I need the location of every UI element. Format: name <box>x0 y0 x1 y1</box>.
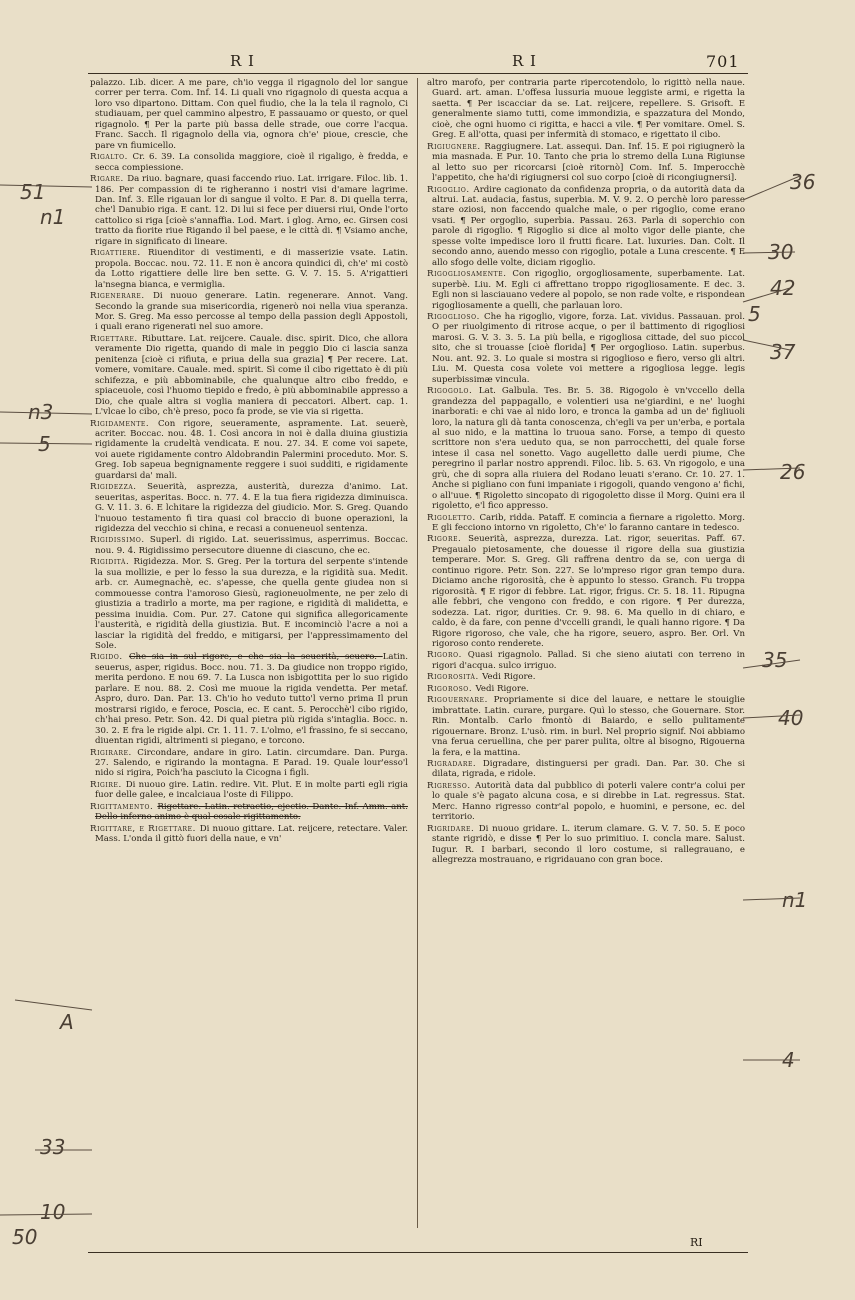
entry-headword: Rigittamento. <box>90 801 158 812</box>
column-divider <box>417 78 418 1228</box>
page-number: 701 <box>706 52 740 71</box>
margin-note: 37 <box>770 340 796 364</box>
dictionary-entry <box>427 142 745 184</box>
entry-headword: Rigirare. <box>90 747 138 758</box>
margin-note: 36 <box>790 170 816 194</box>
entry-headword: Rigenerare. <box>90 291 154 302</box>
margin-note: 30 <box>768 240 794 264</box>
entry-text: Riuenditor di vestimenti, e di masserizie vsate. Latin. propola. Boccac. nou. 72. 11. E non è ancora quindici dì, ch'e' mi costò da Lotto rigattiere delle lire ben sette. G. V. 7. 15. 5. A'rigattieri la'nsegna bianca, e vermiglia. <box>95 248 408 290</box>
dictionary-entry <box>427 269 745 311</box>
right-column <box>427 78 745 1228</box>
dictionary-entry <box>427 824 745 866</box>
dictionary-entry <box>427 386 745 511</box>
entry-headword: Rigiugnere. <box>427 141 485 152</box>
entry-text: Cr. 6. 39. La consolida maggiore, cioè il rigaligo, è fredda, e secca compiessione. <box>95 152 408 173</box>
header-right-letters: R I <box>512 52 537 70</box>
margin-note: 26 <box>780 460 806 484</box>
entry-headword: Rigoglioso. <box>427 311 485 322</box>
entry-text: Vedi Rigore. <box>482 672 536 683</box>
margin-note: n1 <box>40 205 66 229</box>
entry-headword: Rigittare, e Rigettare. <box>90 823 200 834</box>
entry-text: altro marofo, per contraria parte ripercotendolo, lo rigittò nella naue. Guard. art. aman. L'offesa lussuria muoue leggiste armi, e rigetta la saetta. ¶ Per iscacciar da se. Lat. reijcere, repellere. S. Grisoft. E generalmente siamo tutti, come immondizia, e spazzatura del Mondo, cioè, che ogni huomo ci rigitta, e hacci a vile. ¶ Per vomitare. Omel. S. Greg. E all'otta, quasi per infermità di stomaco, e rigettato il cibo. <box>427 78 745 141</box>
entry-text: Carib, ridda. Pataff. E comincia a fiernare a rigoletto. Morg. E gli fecciono intorno vn rigoletto, Ch'e' lo faranno cantare in tedesco. <box>432 512 745 534</box>
entry-headword: Rigoletto. <box>427 512 480 523</box>
entry-headword: Rigalto. <box>90 152 133 163</box>
entry-text: Quasi rigagnolo. Pallad. Si che sieno aiutati con terreno in rigori d'acqua. sulco irriguo. <box>432 650 745 671</box>
dictionary-entry <box>427 672 745 682</box>
entry-headword: Rigradare. <box>427 759 483 769</box>
entry-headword: Rigidissimo. <box>90 535 150 546</box>
entry-headword: Rigidità. <box>90 557 134 568</box>
dictionary-entry <box>90 334 408 418</box>
entry-headword: Rigoroso. <box>427 683 476 694</box>
entry-text: Da riuo. bagnare, quasi faccendo riuo. Lat. irrigare. Filoc. lib. 1. 186. Per compassion di te righeranno i nostri visi d'amare lagrime. Dan. Inf. 3. Elle rigauan lor di sangue il volto. E Par. 8. Di quella terra, che'l Danubio riga. E cant. 12. Di lui si fece per diuersi riui, Onde l'orto cattolico si riga [cioè s'annaffia. Lod. Mart. i glog. Arno, ec. Girsen cosi tratto da fiorite riue Rigando il bel paese, e le città di. ¶ Vsiamo anche, rigare in significato di lineare. <box>95 174 408 247</box>
entry-headword: Rigidezza. <box>90 482 148 493</box>
dictionary-entry <box>90 291 408 333</box>
margin-note: 5 <box>748 302 761 326</box>
entry-text: Con rigore, seueramente, aspramente. Lat. seuerè, acriter. Boccac. nou. 48. 1. Così ancora in noi è dalla diuina giustizia rigidamente la crudeltà vendicata. E nou. 27. 34. E come voi sapete, voi auete rigidamente contro Aldobrandin Palermini proceduto. Mor. S. Greg. Iob sapeua begnignamente reggere i suoi sudditi, e rigidamente guardarsi da' mali. <box>95 418 408 481</box>
dictionary-entry <box>90 174 408 247</box>
entry-headword: Rigare. <box>90 174 128 185</box>
entry-headword: Rigido. <box>90 652 129 663</box>
entry-headword: Rigattiere. <box>90 248 148 259</box>
margin-note: A <box>60 1010 74 1034</box>
dictionary-entry <box>90 652 408 746</box>
entry-text: Di nuouo gire. Latin. redire. Vit. Plut. E in molte parti egli rigia fuor delle galee, e incalciaua l'oste di Filippo. <box>95 779 408 801</box>
entry-text: Ardire cagionato da confidenza propria, o da autorità data da altrui. Lat. audacia, fastus, superbia. M. V. 9. 2. O perchè loro paresse stare oziosi, non faccendo qualche male, o per rigoglio, come erano vsati. ¶ Per orgoglio, superbia. Passau. 263. Parla di soperchio con parole di rigoglio. ¶ Rigoglio si dice al molto vigor delle piante, che spesse volte impedisce loro il frutti ficare. Lat. luxuries. Dan. Colt. Il secondo anno, auendo messo con rigoglio, potale a Luna crescente. ¶ E allo sfogo delle volte, diciam rigoglio. <box>432 184 745 268</box>
dictionary-entry <box>427 759 745 780</box>
dictionary-entry <box>90 419 408 482</box>
margin-note: 51 <box>20 180 46 204</box>
entry-text: Con rigoglio, orgogliosamente, superbamente. Lat. superbè. Liu. M. Egli ci affrettano troppo rigogliosamente. E dec. 3. Egli non si lasciauano vedere al popolo, se non rade volte, e rispondean rigogliosamente a quelli, che parlauan loro. <box>432 269 745 311</box>
dictionary-entry <box>90 557 408 651</box>
margin-note: n1 <box>782 888 808 912</box>
entry-text: Ributtare. Lat. reijcere. Cauale. disc. spirit. Dico, che allora veramente Dio rigetta, quando di male in peggio Dio ci lascia sanza penitenza [cioè ci rifiuta, e priua della sua grazia] ¶ Per recere. Lat. vomere, vomitare. Cauale. med. spirit. Sì come il cibo rigettato è di più schifezza, e più abbominabile, che qualunque altro cibo freddo, e spiaceuole, così l'huomo tiepido e fredo, è più abbominabile appresso a Dio, che quale altra si voglia maniera di peccatori. Albert. cap. 1. L'vlcae lo cibo, ch'è preso, poco fa prode, se vie via si rigetta. <box>95 333 408 418</box>
entry-headword: Rigire. <box>90 779 126 790</box>
margin-note: 35 <box>762 648 788 672</box>
dictionary-entry <box>427 695 745 758</box>
entry-headword: Rigoglio. <box>427 184 474 195</box>
entry-headword: Rigoro. <box>427 650 468 661</box>
entry-text: Di nuouo gridare. L. iterum clamare. G. V. 7. 50. 5. E poco stante rigridò, e disse ¶ Per lo suo primitiuo. I. concla mare. Salust. Iugur. R. I barbari, secondo il loro costume, si rallegrauano, e allegrezza mostrauano, e rigridauano con gran boce. <box>432 823 745 866</box>
dictionary-entry <box>427 312 745 385</box>
dictionary-entry <box>90 824 408 845</box>
entry-headword: Rigidamente. <box>90 418 158 429</box>
entry-text: Superl. di rigido. Lat. seuerissimus, asperrimus. Boccac. nou. 9. 4. Rigidissimo persecutore diuenne di ciascuno, che ec. <box>95 535 408 556</box>
entry-text: Di nuouo gittare. Lat. reijcere, retectare. Valer. Mass. L'onda il gittò fuori della naue, e vn' <box>95 823 408 845</box>
margin-note: n3 <box>28 400 54 424</box>
margin-note: 33 <box>40 1135 66 1159</box>
entry-headword: Rigorosità. <box>427 672 483 683</box>
entry-headword: Rigettare. <box>90 333 142 344</box>
margin-note: 50 <box>12 1225 38 1249</box>
left-column <box>90 78 408 1248</box>
entry-text: Autorità data dal pubblico di poterli valere contr'a colui per lo quale s'è pagato alcuna cosa, e si direbbe in Lat. regressus. Stat. Merc. Hanno rigresso contr'al popolo, e huomini, e persone, ec. del territorio. <box>432 780 745 823</box>
entry-text: Vedi Rigore. <box>475 683 529 694</box>
footer-rule <box>88 1252 748 1253</box>
dictionary-entry <box>427 650 745 671</box>
margin-note: 40 <box>778 706 804 730</box>
margin-note: 10 <box>40 1200 66 1224</box>
entry-text: Lat. Galbula. Tes. Br. 5. 38. Rigogolo è vn'vccello della grandezza del pappagallo, e volentieri usa ne'giardini, e ne' luoghi inarborati: e chi vae al nido loro, e tronca la gamba ad un de' figliuoli loro, la natura gli dà tanta conoscenza, ch'egli va per un'erba, e portala al suo nido, e la mattina lo truoua sano. Forse, a tempo di questo scrittore non s'era ueduto qua, se non parrocchetti, del quale forse intese il casa nel sonetto. Vago augelletto dalle uerdi piume, Che peregrino il parlar nostro apprendi. Filoc. lib. 5. 63. Vn rigogolo, e una grù, che di sopra alla riuiera del Rodano leuati s'erano. Cr. 10. 27. 1. Anche si pigliano con funi impaniate i rigogoli, quando vengono a' fichi, o all'uue. ¶ Rigoletto sincopato di rigogoletto disse il Morg. Quini era il rigoletto, e'l fico appresso. <box>432 386 745 512</box>
dictionary-entry <box>90 482 408 534</box>
entry-headword: Rigridare. <box>427 823 479 834</box>
margin-note: 4 <box>782 1048 795 1072</box>
dictionary-entry <box>427 684 745 694</box>
entry-text: Seuerità, asprezza, durezza. Lat. rigor, seueritas. Paff. 67. Pregaualo pietosamente, che douesse il rigore della sua giustizia temperare. Mor. S. Greg. Gli raffrena dentro da se, con uerga di continuo rigore. Petr. Son. 227. Se lo'mpreso rigor gran tempo dura. Diciamo anche rigorosità, che è appunto lo stesso. Granch. Fu troppa rigorosità. ¶ E rigor di febbre. Lat. rigor, frigus. Cr. 5. 18. 11. Ripugna alle febbri, che vengono con freddo, e con rigore. ¶ Per durezza, sodezza. Lat. rigor, durities. Cr. 9. 98. 6. Ma quello in di chiaro, e caldo, è da fare, con penne d'vccelli grandi, le quali hanno rigore. ¶ Da Rigore rigoroso, che vale, che ha rigore, seuero, aspro. Ber. Orl. Vn rigoroso conto renderete. <box>432 534 745 650</box>
dictionary-entry <box>90 780 408 801</box>
entry-text: Che ha rigoglio, vigore, forza. Lat. vividus. Passauan. prol. O per riuolgimento di ritrose acque, o per il battimento di rigogliosi marosi. G. V. 3. 3. 5. La più bella, e rigogliosa cittade, del suo piccol sito, che si trouasse [cioè florida] ¶ Per orgoglioso. Latin. superbus. Nou. ant. 92. 3. Lo quale si mostra si rigoglioso e fiero, verso gli altri. Liu. M. Questa cosa volete voi mettere a rigogliosa legge. legis superbissimæ vincula. <box>432 311 745 385</box>
dictionary-entry <box>90 535 408 556</box>
margin-note: 42 <box>770 276 796 300</box>
struck-text: Rigettare. Latin. retractio, ejectio. Dante. Inf. Amm. ant. Dello inferno animo è qual cosale rigittamento. <box>95 801 408 823</box>
entry-headword: Rigogolo. <box>427 386 479 397</box>
entry-text: Rigidezza. Mor. S. Greg. Per la tortura del serpente s'intende la sua mollizie, e per lo fesso la sua durezza, e la rigidità sua. Medit. arb. cr. Aumegnachè, ec. s'apesse, che quella gente giudea non si commouesse contra l'amoroso Giesù, ragioneuolmente, ne per zelo di giustizia a tradirlo a morte, ma per ragione, e rigidità di malidetta, e pessima inuidia. Com. Pur. 27. Catone qui significa allegoricamente l'austerità, e rigidità della giustizia. But. E incominciò l'acre a noi a lasciar la rigidità del freddo, e mitigarsi, per l'appressimamento del Sole. <box>95 557 408 652</box>
catchword: RI <box>690 1236 703 1249</box>
dictionary-entry <box>90 802 408 823</box>
header-left-letters: R I <box>230 52 255 70</box>
entry-headword: Rigore. <box>427 534 469 545</box>
dictionary-entry <box>90 748 408 779</box>
margin-note: 5 <box>38 432 51 456</box>
entry-text: Di nuouo generare. Latin. regenerare. Annot. Vang. Secondo la grande sua misericordia, rigenerò noi nella viua speranza. Mor. S. Greg. Ma esso percosse al tempo della passion degli Appostoli, i quali erano rigenerati nel suo amore. <box>95 291 408 333</box>
entry-text: Digradare, distinguersi per gradi. Dan. Par. 30. Che si dilata, rigrada, e ridole. <box>432 759 745 780</box>
dictionary-entry <box>90 78 408 151</box>
entry-headword: Rigogliosamente. <box>427 269 513 280</box>
entry-text: Raggiugnere. Lat. assequi. Dan. Inf. 15. E poi rigiugnerò la mia masnada. E Pur. 10. Tanto che pria lo stremo della Luna Rigiunse al letto suo per ricorcarsi [cioè ritornò] Com. Inf. 5. Imperocchè l'appetito, che ha'di rigiugnersi col suo corpo [cioè di ricongiugnersi]. <box>432 141 745 184</box>
dictionary-entry <box>427 781 745 823</box>
entry-text: Seuerità, asprezza, austerità, durezza d'animo. Lat. seueritas, asperitas. Bocc. n. 77. 4. E la tua fiera rigidezza diminuisca. G. V. 11. 3. 6. E lchitare la rigidezza del giudicio. Mor. S. Greg. Quando l'nuouo testamento fi tira quasi col braccio di buone operazioni, la rigidezza del vecchio si china, e recasi a conueneuol sentenza. <box>95 482 408 535</box>
dictionary-entry <box>90 248 408 290</box>
dictionary-entry <box>90 152 408 173</box>
dictionary-entry <box>427 185 745 269</box>
entry-text: Propriamente si dice del lauare, e nettare le stouiglie imbrattate. Latin. curare, purgare. Quì lo stesso, che Gouernare. Stor. Rin. Montalb. Carlo fmontò di Baiardo, e sello pulitamente rigouernare. Bronz. L'usò. rim. in burl. Nel proprio signif. Noi abbiamo vna ferua ceruellina, che per parer pulita, oltre al bisogno, Rigouerna la fera, e la mattina. <box>432 695 745 758</box>
dictionary-entry <box>427 534 745 649</box>
entry-text: Latin. seuerus, asper, rigidus. Bocc. nou. 71. 3. Da giudice non troppo rigido, merita perdono. E nou 69. 7. La Lusca non isbigottita per lo suo rigido parlare. E nou. 88. 2. Così me muoue la rigida vendetta. Per metaf. Aspro, duro. Dan. Par. 13. Ch'io ho veduto tutto'l verno prima Il prun mostrarsi rigido, e feroce, Poscia, ec. E cant. 5. Perocchè'l cibo rigido, ch'hai preso. Petr. Son. 42. Di qual pietra più rigida s'intaglia. Bocc. n. 30. 2. E fra le rigide alpi. Cr. 1. 11. 7. L'olmo, e'l frassino, fe si seccano, diuentan rigidi, altrimenti si piegano, e torcono. <box>95 652 408 747</box>
entry-text: palazzo. Lib. dicer. A me pare, ch'io vegga il rigagnolo del lor sangue correr per terra. Com. Inf. 14. Li quali vno rigagnolo di questa acqua a loro vso dipartono. Dittam. Con quel fiudio, che la la tela il ragnolo, Ci studiauam, per quel cammino alpestro, E passauamo or questo, or quel rigagnolo. ¶ Per la parte più bassa delle strade, oue corre l'acqua. Franc. Sacch. Il rigagnolo della via, ognora ch'e' pioue, crescie, che pare vn fiumicello. <box>90 78 408 151</box>
dictionary-entry <box>427 513 745 534</box>
entry-text: Circondare, andare in giro. Latin. circumdare. Dan. Purga. 27. Salendo, e rigirando la montagna. E Parad. 19. Quale lour'esso'l nido si rigira, Poich'ha pasciuto la Cicogna i figli. <box>95 747 408 779</box>
header-rule <box>88 73 748 74</box>
entry-headword: Rigouernare. <box>427 695 494 706</box>
entry-headword: Rigresso. <box>427 780 476 791</box>
dictionary-entry <box>427 78 745 141</box>
struck-text: Che sia in sul rigore, e che sia la seuerità, seuero. <box>128 652 383 663</box>
